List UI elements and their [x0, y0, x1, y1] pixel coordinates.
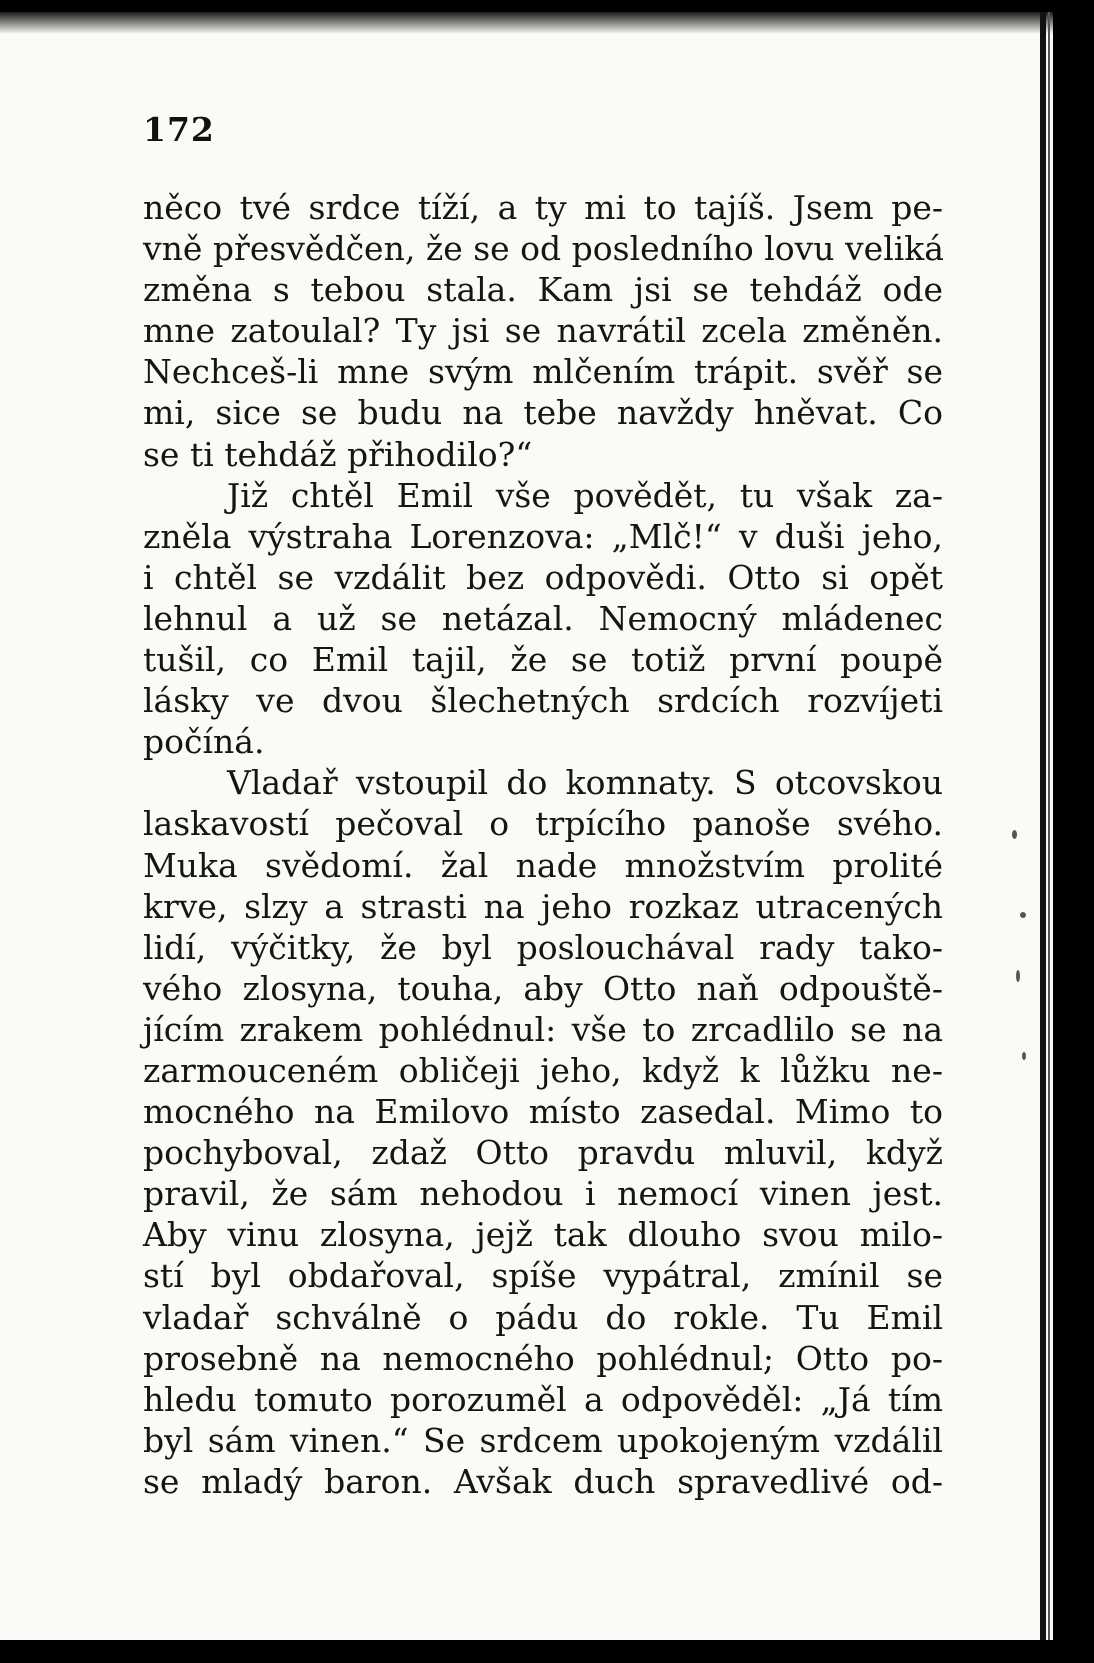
text-line: mi, sice se budu na tebe navždy hněvat. Co	[143, 393, 943, 433]
text-line: se mladý baron. Avšak duch spravedlivé od-	[143, 1461, 943, 1501]
text-line: tušil, co Emil tajil, že se totiž první poupě	[143, 640, 943, 680]
text-line: Vladař vstoupil do komnaty. S otcovskou	[227, 763, 943, 803]
text-line: pravil, že sám nehodou i nemocí vinen jest.	[143, 1174, 943, 1214]
text-line: počíná.	[143, 722, 265, 762]
page-number: 172	[143, 110, 215, 149]
text-line: něco tvé srdce tíží, a ty mi to tajíš. Jsem pe-	[143, 188, 943, 227]
text-line: Aby vinu zlosyna, jejž tak dlouho svou milo-	[143, 1215, 943, 1255]
scan-speck	[1020, 912, 1026, 918]
page-edge-rule	[1040, 12, 1046, 1640]
scan-speck	[1022, 1052, 1026, 1060]
text-line: Muka svědomí. žal nade množstvím prolité	[143, 845, 943, 885]
text-line: lásky ve dvou šlechetných srdcích rozvíjeti	[143, 681, 943, 721]
text-line: stí byl obdařoval, spíše vypátral, zmínil se	[143, 1256, 943, 1296]
scan-speck	[1012, 830, 1017, 839]
text-line: pochyboval, zdaž Otto pravdu mluvil, když	[143, 1133, 943, 1173]
text-line: prosebně na nemocného pohlédnul; Otto po-	[143, 1338, 943, 1378]
text-line: zněla výstraha Lorenzova: „Mlč!“ v duši jeho,	[143, 516, 943, 556]
text-line: jícím zrakem pohlédnul: vše to zrcadlilo se na	[143, 1009, 943, 1049]
book-page	[0, 12, 1053, 1640]
body-text	[143, 187, 943, 1502]
page-edge-rule-thin	[1048, 12, 1050, 1640]
text-line: i chtěl se vzdálit bez odpovědi. Otto si opět	[143, 557, 943, 597]
text-line: změna s tebou stala. Kam jsi se tehdáž ode	[143, 270, 943, 310]
text-line: mne zatoulal? Ty jsi se navrátil zcela změněn.	[143, 311, 943, 351]
text-line: lidí, výčitky, že byl poslouchával rady tako-	[143, 927, 943, 967]
text-line: laskavostí pečoval o trpícího panoše svého.	[143, 804, 943, 844]
text-line: vladař schválně o pádu do rokle. Tu Emil	[143, 1297, 943, 1337]
scan-speck	[1016, 970, 1020, 982]
text-line: vého zlosyna, touha, aby Otto naň odpouště-	[143, 968, 943, 1008]
text-line: se ti tehdáž přihodilo?“	[143, 434, 533, 474]
text-line: zarmouceném obličeji jeho, když k lůžku ne-	[143, 1050, 943, 1090]
text-line: Již chtěl Emil vše povědět, tu však za-	[227, 475, 943, 515]
text-line: hledu tomuto porozuměl a odpověděl: „Já tím	[143, 1379, 943, 1419]
text-line: byl sám vinen.“ Se srdcem upokojeným vzdálil	[143, 1420, 943, 1460]
text-line: vně přesvědčen, že se od posledního lovu veliká	[143, 229, 944, 269]
scan-edge-shadow	[0, 12, 1053, 34]
text-line: Nechceš-li mne svým mlčením trápit. svěř se	[143, 352, 943, 392]
text-line: krve, slzy a strasti na jeho rozkaz utracených	[143, 886, 943, 926]
text-line: lehnul a už se netázal. Nemocný mládenec	[143, 598, 943, 638]
text-line: mocného na Emilovo místo zasedal. Mimo to	[143, 1092, 943, 1132]
